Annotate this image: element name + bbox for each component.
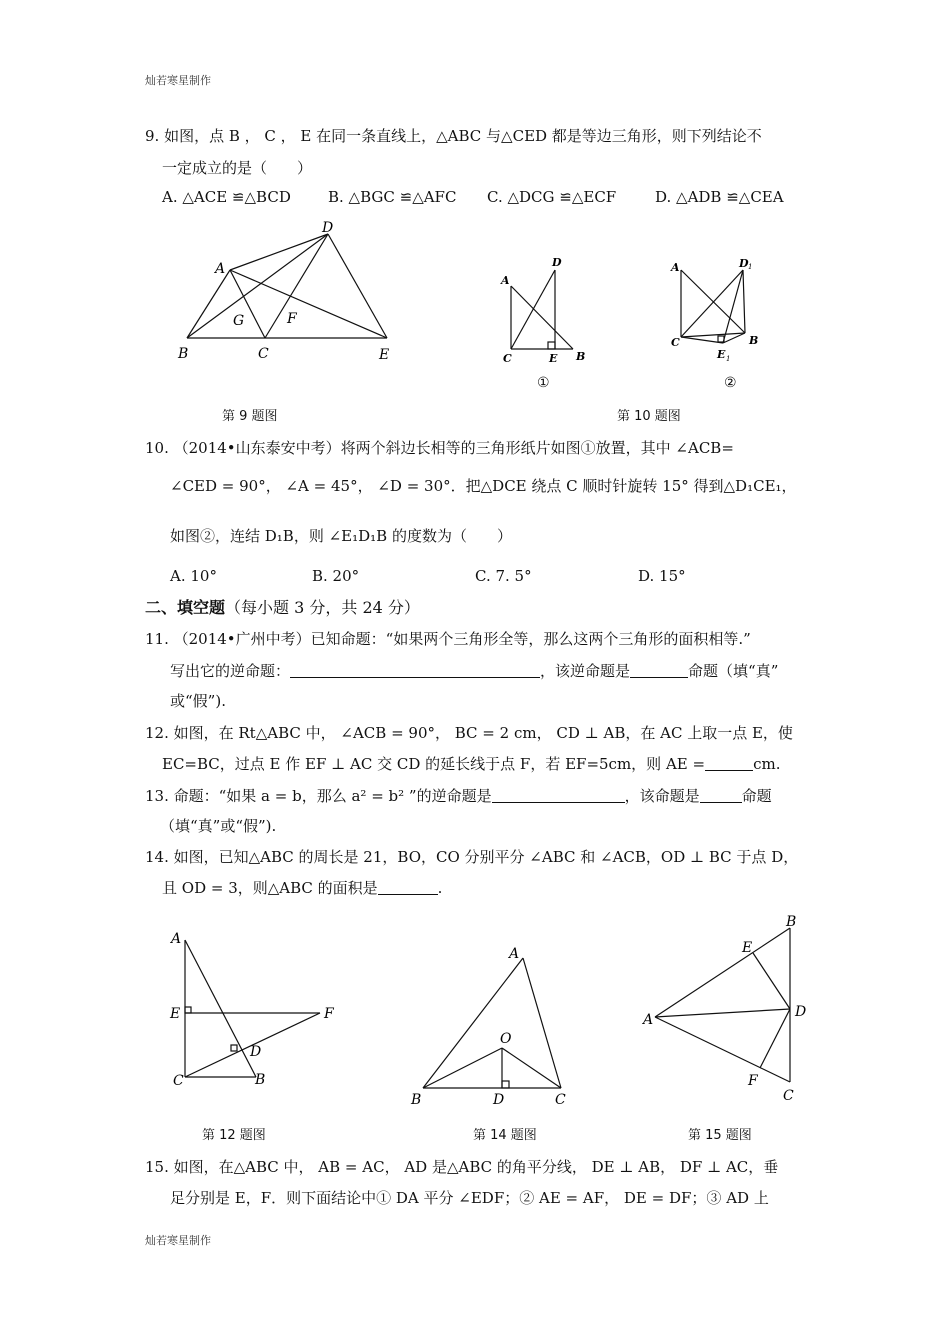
fig12-label-b: B bbox=[255, 1072, 266, 1088]
fig10-2-label-d1-sub: 1 bbox=[748, 263, 753, 271]
question-15-line-2: 足分别是 E，F．则下面结论中① DA 平分 ∠EDF；② AE = AF， DE = DF；③ AD 上 bbox=[170, 1189, 769, 1207]
fig15-label-b: B bbox=[786, 914, 797, 930]
page-footer: 灿若寒星制作 bbox=[145, 1234, 211, 1247]
fig15-label-e: E bbox=[742, 940, 753, 956]
q12-line2-part-b: cm. bbox=[753, 755, 781, 773]
q14-blank-area[interactable] bbox=[378, 880, 438, 895]
q10-option-a: A. 10° bbox=[170, 567, 217, 585]
question-9-line-2: 一定成立的是（ ） bbox=[162, 159, 313, 177]
figure-14-caption: 第 14 题图 bbox=[473, 1128, 537, 1143]
figure-12 bbox=[165, 925, 350, 1095]
q11-line2-part-b: ，该逆命题是 bbox=[540, 662, 631, 680]
fig12-label-a: A bbox=[171, 931, 182, 947]
question-13-line-1 bbox=[145, 785, 772, 806]
fig10-1-label-d: D bbox=[552, 256, 562, 269]
question-10-line-3: 如图②，连结 D₁B，则 ∠E₁D₁B 的度数为（ ） bbox=[170, 527, 512, 545]
fig10-2-label-e1-sub: 1 bbox=[726, 355, 731, 363]
q12-blank-ae[interactable] bbox=[705, 756, 753, 771]
fig12-label-f: F bbox=[324, 1006, 334, 1022]
fig10-1-label-a: A bbox=[501, 274, 510, 287]
q11-line2-part-c: 命题（填“真” bbox=[688, 662, 779, 680]
figure-9-caption: 第 9 题图 bbox=[222, 409, 278, 424]
q10-option-c: C. 7. 5° bbox=[475, 567, 532, 585]
fig10-2-label-d1: D bbox=[739, 257, 749, 270]
q14-line2-part-a: 且 OD = 3，则△ABC 的面积是 bbox=[162, 879, 378, 897]
question-14-line-2 bbox=[162, 877, 442, 898]
fig14-label-b: B bbox=[411, 1092, 422, 1108]
q13-blank-converse[interactable] bbox=[492, 788, 625, 803]
fig9-label-a: A bbox=[215, 261, 226, 277]
q11-blank-converse[interactable] bbox=[290, 663, 540, 678]
question-14-line-1: 14. 如图，已知△ABC 的周长是 21，BO，CO 分别平分 ∠ABC 和 ∠ACB，OD ⊥ BC 于点 D， bbox=[145, 848, 799, 866]
fig10-2-label-e1: E bbox=[717, 348, 726, 361]
fig15-label-a: A bbox=[643, 1012, 654, 1028]
fig14-label-d: D bbox=[493, 1092, 505, 1108]
figure-10-caption: 第 10 题图 bbox=[617, 409, 681, 424]
fig10-1-label-c: C bbox=[503, 352, 512, 365]
question-10-line-1: 10. （2014•山东泰安中考）将两个斜边长相等的三角形纸片如图①放置，其中 ∠ACB= bbox=[145, 439, 734, 457]
fig15-label-d: D bbox=[795, 1004, 807, 1020]
q14-line2-part-b: . bbox=[437, 879, 443, 897]
fig10-2-label-b: B bbox=[749, 334, 759, 347]
q9-option-c: C. △DCG ≌△ECF bbox=[487, 188, 617, 206]
fig9-label-e: E bbox=[379, 347, 390, 363]
fig9-label-c: C bbox=[258, 346, 269, 362]
page-header: 灿若寒星制作 bbox=[145, 74, 211, 87]
q11-blank-truth[interactable] bbox=[630, 663, 688, 678]
fig14-label-c: C bbox=[555, 1092, 566, 1108]
question-12-line-1: 12. 如图，在 Rt△ABC 中， ∠ACB = 90°， BC = 2 cm， CD ⊥ AB，在 AC 上取一点 E，使 bbox=[145, 724, 793, 742]
figure-9 bbox=[170, 218, 410, 368]
question-11-line-1: 11. （2014•广州中考）已知命题：“如果两个三角形全等，那么这两个三角形的面积相等.” bbox=[145, 630, 751, 648]
q13-line1-part-b: ，该命题是 bbox=[624, 787, 700, 805]
q10-option-b: B. 20° bbox=[312, 567, 360, 585]
figure-14 bbox=[405, 940, 585, 1110]
fig12-label-e: E bbox=[170, 1006, 181, 1022]
figure-10-2 bbox=[665, 255, 765, 370]
figure-10-1 bbox=[495, 252, 595, 372]
fig15-label-f: F bbox=[748, 1073, 758, 1089]
q9-option-b: B. △BGC ≌△AFC bbox=[328, 188, 457, 206]
q10-option-d: D. 15° bbox=[638, 567, 686, 585]
fig9-label-d: D bbox=[322, 220, 334, 236]
question-9-line-1: 9. 如图，点 B ， C ， E 在同一条直线上，△ABC 与△CED 都是等边三角形，则下列结论不 bbox=[145, 127, 762, 145]
fig14-label-a: A bbox=[509, 946, 520, 962]
fig9-label-b: B bbox=[178, 346, 189, 362]
q12-line2-part-a: EC=BC，过点 E 作 EF ⊥ AC 交 CD 的延长线于点 F，若 EF=5cm，则 AE = bbox=[162, 755, 706, 773]
fig10-2-label-c: C bbox=[671, 336, 680, 349]
fig12-label-d: D bbox=[250, 1044, 262, 1060]
fig9-label-f: F bbox=[287, 311, 297, 327]
fig15-label-c: C bbox=[783, 1088, 794, 1104]
fig12-label-c: C bbox=[173, 1073, 184, 1089]
q11-line2-part-a: 写出它的逆命题： bbox=[170, 662, 291, 680]
figure-15-caption: 第 15 题图 bbox=[688, 1128, 752, 1143]
figure-10-sub-1: ① bbox=[537, 375, 550, 391]
question-11-line-2 bbox=[170, 660, 778, 681]
fig10-1-label-b: B bbox=[576, 350, 586, 363]
q13-line1-part-c: 命题 bbox=[741, 787, 772, 805]
question-11-line-3: 或“假”). bbox=[170, 692, 226, 710]
section-2-title: 二、填空题 bbox=[145, 598, 226, 617]
q13-blank-truth[interactable] bbox=[700, 788, 742, 803]
fig14-label-o: O bbox=[500, 1031, 512, 1047]
q9-option-a: A. △ACE ≌△BCD bbox=[162, 188, 291, 206]
fig10-1-label-e: E bbox=[549, 352, 558, 365]
section-2-heading bbox=[145, 595, 420, 618]
figure-10-sub-2: ② bbox=[724, 375, 737, 391]
question-10-line-2: ∠CED = 90°， ∠A = 45°， ∠D = 30°．把△DCE 绕点 C 顺时针旋转 15° 得到△D₁CE₁， bbox=[170, 477, 797, 495]
figure-12-caption: 第 12 题图 bbox=[202, 1128, 266, 1143]
fig9-label-g: G bbox=[233, 313, 245, 329]
question-13-line-2: （填“真”或“假”). bbox=[160, 817, 277, 835]
question-15-line-1: 15. 如图，在△ABC 中， AB = AC， AD 是△ABC 的角平分线， DE ⊥ AB， DF ⊥ AC，垂 bbox=[145, 1158, 779, 1176]
fig10-2-label-a: A bbox=[671, 261, 680, 274]
section-2-note: （每小题 3 分，共 24 分） bbox=[225, 598, 420, 617]
q13-line1-part-a: 13. 命题：“如果 a = b，那么 a² = b² ”的逆命题是 bbox=[145, 787, 492, 805]
q9-option-d: D. △ADB ≌△CEA bbox=[655, 188, 784, 206]
question-12-line-2 bbox=[162, 753, 780, 774]
figure-15 bbox=[640, 910, 815, 1105]
